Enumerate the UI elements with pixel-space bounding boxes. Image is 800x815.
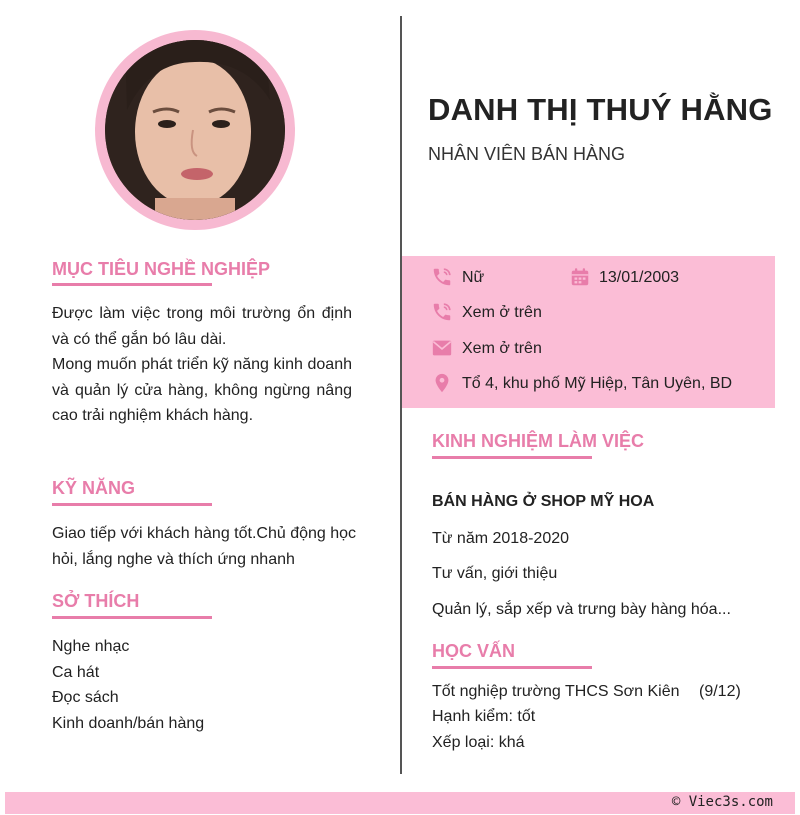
career-objective-underline [52, 283, 212, 286]
hobby-item: Nghe nhạc [52, 638, 130, 655]
experience-duty: Quản lý, sắp xếp và trưng bày hàng hóa... [432, 601, 731, 618]
contact-gender: Nữ [462, 269, 485, 286]
candidate-name: DANH THỊ THUÝ HẰNG [428, 92, 773, 127]
skills-heading: KỸ NĂNG [52, 478, 136, 498]
experience-duty: Tư vấn, giới thiệu [432, 565, 558, 582]
location-pin-icon [431, 372, 453, 394]
hobby-item: Ca hát [52, 663, 100, 681]
contact-address: Tổ 4, khu phố Mỹ Hiệp, Tân Uyên, BD [462, 375, 733, 392]
hobbies-underline [52, 616, 212, 619]
education-ranking: Xếp loại: khá [432, 734, 525, 751]
career-objective-paragraph-1: Được làm việc trong môi trường ổn định và có thể gắn bó lâu dài. [52, 305, 352, 348]
experience-period: Từ năm 2018-2020 [432, 530, 570, 547]
phone-icon [431, 301, 453, 323]
job-title: NHÂN VIÊN BÁN HÀNG [428, 144, 626, 164]
footer-credit: © Viec3s.com [671, 794, 773, 810]
avatar [105, 40, 285, 220]
envelope-icon [431, 337, 453, 359]
education-school: Tốt nghiệp trường THCS Sơn Kiên [432, 683, 680, 700]
experience-underline [432, 456, 592, 459]
contact-birthday: 13/01/2003 [599, 269, 680, 286]
avatar-portrait-icon [105, 40, 285, 220]
skills-underline [52, 503, 212, 506]
phone-icon [431, 266, 453, 288]
career-objective-paragraph-2: Mong muốn phát triển kỹ năng kinh doanh và quản lý cửa hàng, không ngừng nâng cao trải nghiệm khách hàng. [52, 356, 352, 424]
skills-text: Giao tiếp với khách hàng tốt.Chủ động học hỏi, lắng nghe và thích ứng nhanh [52, 525, 357, 568]
hobbies-heading: SỞ THÍCH [52, 591, 140, 611]
contact-phone: Xem ở trên [462, 304, 542, 321]
education-grade: (9/12) [699, 683, 741, 700]
career-objective-heading: MỤC TIÊU NGHỀ NGHIỆP [52, 259, 271, 279]
hobbies-list [52, 634, 352, 736]
hobby-item: Kinh doanh/bán hàng [52, 714, 205, 732]
education-conduct: Hạnh kiểm: tốt [432, 708, 536, 725]
calendar-icon [569, 266, 591, 288]
hobby-item: Đọc sách [52, 689, 119, 706]
career-objective-text [52, 301, 352, 429]
education-underline [432, 666, 592, 669]
contact-email: Xem ở trên [462, 340, 542, 357]
education-heading: HỌC VẤN [432, 641, 516, 661]
experience-heading: KINH NGHIỆM LÀM VIỆC [432, 431, 645, 451]
experience-position: BÁN HÀNG Ở SHOP MỸ HOA [432, 493, 655, 510]
